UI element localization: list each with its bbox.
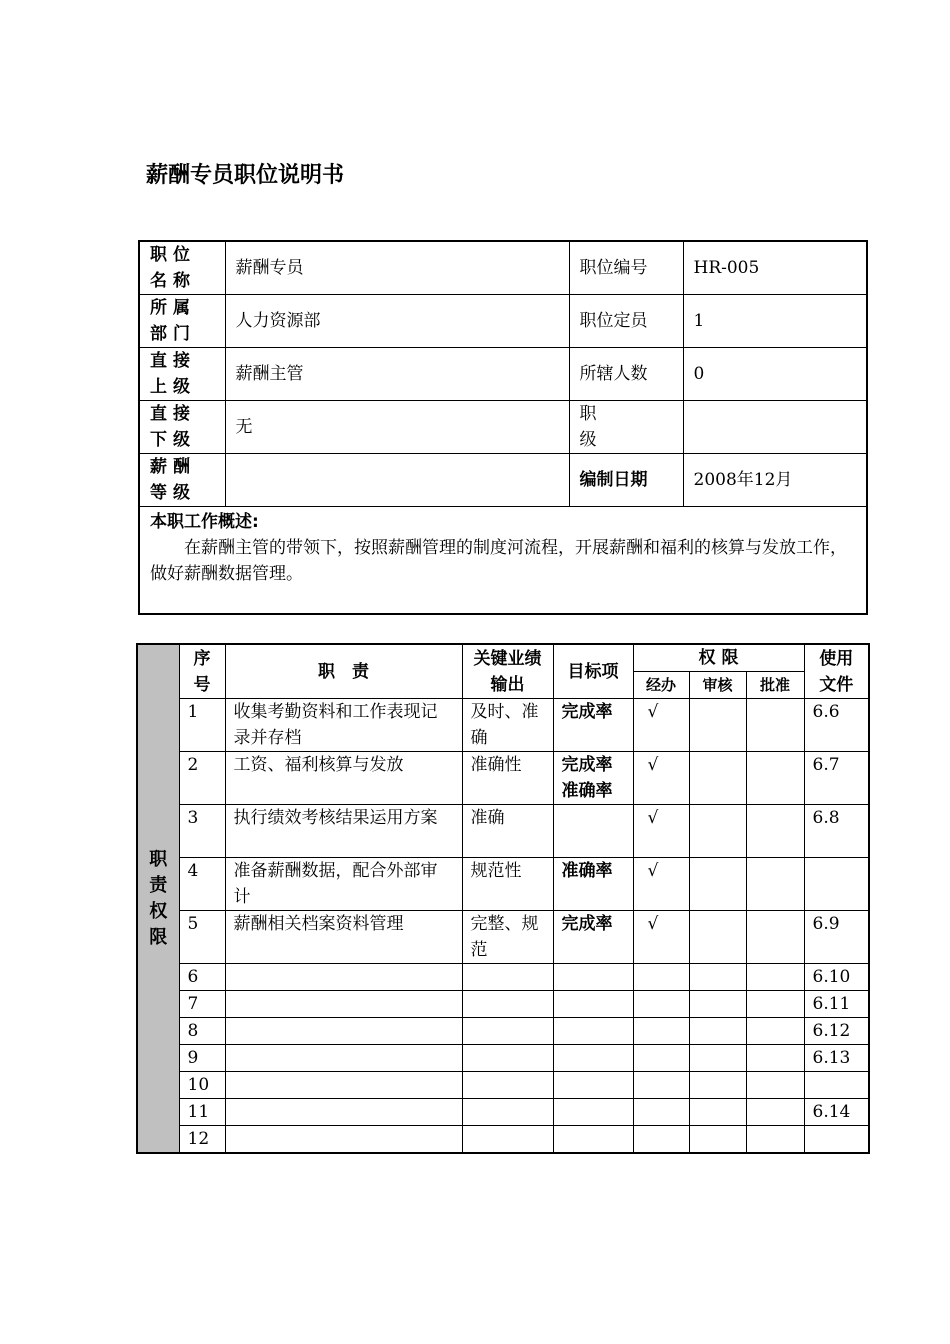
- row-handle: √: [633, 805, 689, 858]
- row-no: 4: [179, 858, 225, 911]
- row-target: [553, 964, 633, 991]
- header-authority: 权 限: [633, 644, 804, 672]
- row-duty: [225, 1045, 462, 1072]
- row-docs: 6.13: [804, 1045, 869, 1072]
- grade-value: [683, 401, 867, 454]
- row-handle: √: [633, 699, 689, 752]
- header-target: 目标项: [553, 644, 633, 699]
- row-docs: 6.7: [804, 752, 869, 805]
- table-row: [137, 699, 869, 752]
- table-row: [137, 858, 869, 911]
- subordinate-label: 直接下级: [139, 401, 225, 454]
- row-approve: [746, 752, 804, 805]
- subordinates-count-label: 所辖人数: [569, 348, 683, 401]
- row-review: [689, 858, 746, 911]
- table-row: [137, 991, 869, 1018]
- row-docs: 6.9: [804, 911, 869, 964]
- position-name-value: 薪酬专员: [225, 241, 569, 295]
- row-target: [553, 805, 633, 858]
- row-output: 准确: [462, 805, 553, 858]
- position-name-label: 职位名称: [139, 241, 225, 295]
- row-duty: 执行绩效考核结果运用方案: [225, 805, 462, 858]
- summary-text: 在薪酬主管的带领下，按照薪酬管理的制度河流程，开展薪酬和福利的核算与发放工作，做好薪酬数据管理。: [150, 538, 847, 584]
- row-handle: [633, 1126, 689, 1154]
- document-title: 薪酬专员职位说明书: [146, 163, 345, 188]
- row-docs: 6.14: [804, 1099, 869, 1126]
- header-handle: 经办: [633, 672, 689, 699]
- row-approve: [746, 699, 804, 752]
- info-row-superior: [139, 348, 867, 401]
- row-output: [462, 964, 553, 991]
- row-target: 完成率: [553, 699, 633, 752]
- header-no: 序号: [179, 644, 225, 699]
- row-duty: [225, 964, 462, 991]
- row-duty: [225, 1099, 462, 1126]
- row-docs: [804, 1126, 869, 1154]
- table-row: [137, 1099, 869, 1126]
- subordinates-count-value: 0: [683, 348, 867, 401]
- row-target: 准确率: [553, 858, 633, 911]
- subordinate-value: 无: [225, 401, 569, 454]
- position-code-label: 职位编号: [569, 241, 683, 295]
- row-output: [462, 1072, 553, 1099]
- salary-level-label: 薪酬等级: [139, 454, 225, 507]
- position-code-value: HR-005: [683, 241, 867, 295]
- row-review: [689, 1072, 746, 1099]
- table-row: [137, 1045, 869, 1072]
- row-docs: 6.12: [804, 1018, 869, 1045]
- row-docs: 6.8: [804, 805, 869, 858]
- header-approve: 批准: [746, 672, 804, 699]
- row-review: [689, 1099, 746, 1126]
- row-review: [689, 752, 746, 805]
- row-no: 7: [179, 991, 225, 1018]
- info-row-department: [139, 295, 867, 348]
- row-approve: [746, 1018, 804, 1045]
- row-handle: [633, 1045, 689, 1072]
- row-no: 9: [179, 1045, 225, 1072]
- row-review: [689, 911, 746, 964]
- row-handle: √: [633, 752, 689, 805]
- row-output: 准确性: [462, 752, 553, 805]
- row-duty: [225, 1018, 462, 1045]
- row-docs: 6.11: [804, 991, 869, 1018]
- row-no: 10: [179, 1072, 225, 1099]
- table-row: [137, 1072, 869, 1099]
- row-duty: 收集考勤资料和工作表现记录并存档: [225, 699, 462, 752]
- row-target: [553, 1099, 633, 1126]
- row-handle: [633, 1018, 689, 1045]
- row-duty: 薪酬相关档案资料管理: [225, 911, 462, 964]
- duties-table: [136, 643, 870, 1154]
- row-output: [462, 1099, 553, 1126]
- row-review: [689, 964, 746, 991]
- row-output: 规范性: [462, 858, 553, 911]
- table-row: [137, 1018, 869, 1045]
- info-row-salary: [139, 454, 867, 507]
- row-review: [689, 991, 746, 1018]
- row-approve: [746, 1072, 804, 1099]
- row-docs: 6.6: [804, 699, 869, 752]
- row-output: [462, 1126, 553, 1154]
- table-row: [137, 964, 869, 991]
- row-handle: [633, 964, 689, 991]
- table-row: [137, 752, 869, 805]
- header-duty: 职 责: [225, 644, 462, 699]
- grade-label: 职级: [569, 401, 683, 454]
- row-duty: [225, 1126, 462, 1154]
- salary-level-value: [225, 454, 569, 507]
- row-review: [689, 699, 746, 752]
- department-value: 人力资源部: [225, 295, 569, 348]
- table-row: [137, 1126, 869, 1154]
- row-no: 1: [179, 699, 225, 752]
- info-row-position: [139, 241, 867, 295]
- row-approve: [746, 1126, 804, 1154]
- row-duty: 准备薪酬数据，配合外部审计: [225, 858, 462, 911]
- info-row-subordinate: [139, 401, 867, 454]
- position-info-table: [138, 240, 868, 615]
- row-review: [689, 1018, 746, 1045]
- header-docs: 使用文件: [804, 644, 869, 699]
- row-approve: [746, 1045, 804, 1072]
- row-docs: [804, 1072, 869, 1099]
- row-no: 3: [179, 805, 225, 858]
- row-handle: [633, 991, 689, 1018]
- department-label: 所属部门: [139, 295, 225, 348]
- row-duty: [225, 1072, 462, 1099]
- headcount-label: 职位定员: [569, 295, 683, 348]
- row-target: 完成率: [553, 911, 633, 964]
- date-value: 2008年12月: [683, 454, 867, 507]
- date-label: 编制日期: [569, 454, 683, 507]
- summary-label: 本职工作概述:: [150, 512, 259, 532]
- row-handle: [633, 1072, 689, 1099]
- row-no: 8: [179, 1018, 225, 1045]
- row-docs: 6.10: [804, 964, 869, 991]
- header-review: 审核: [689, 672, 746, 699]
- row-review: [689, 805, 746, 858]
- row-approve: [746, 805, 804, 858]
- headcount-value: 1: [683, 295, 867, 348]
- row-approve: [746, 858, 804, 911]
- row-no: 6: [179, 964, 225, 991]
- row-output: [462, 1018, 553, 1045]
- row-duty: [225, 991, 462, 1018]
- row-output: [462, 1045, 553, 1072]
- row-no: 2: [179, 752, 225, 805]
- row-target: [553, 1018, 633, 1045]
- row-target: [553, 1072, 633, 1099]
- row-approve: [746, 964, 804, 991]
- duties-header-row: [137, 644, 869, 672]
- row-review: [689, 1045, 746, 1072]
- summary-cell: [139, 507, 867, 615]
- table-row: [137, 911, 869, 964]
- row-approve: [746, 1099, 804, 1126]
- superior-label: 直接上级: [139, 348, 225, 401]
- superior-value: 薪酬主管: [225, 348, 569, 401]
- row-output: [462, 991, 553, 1018]
- row-target: [553, 1126, 633, 1154]
- row-approve: [746, 911, 804, 964]
- header-output: 关键业绩输出: [462, 644, 553, 699]
- row-no: 12: [179, 1126, 225, 1154]
- row-approve: [746, 991, 804, 1018]
- table-row: [137, 805, 869, 858]
- row-handle: √: [633, 858, 689, 911]
- duties-side-label: 职责权限: [137, 644, 179, 1153]
- row-no: 11: [179, 1099, 225, 1126]
- row-output: 完整、规范: [462, 911, 553, 964]
- row-target: 完成率 准确率: [553, 752, 633, 805]
- row-target: [553, 1045, 633, 1072]
- info-row-summary: [139, 507, 867, 615]
- row-handle: [633, 1099, 689, 1126]
- row-output: 及时、准确: [462, 699, 553, 752]
- row-handle: √: [633, 911, 689, 964]
- row-target: [553, 991, 633, 1018]
- row-duty: 工资、福利核算与发放: [225, 752, 462, 805]
- row-review: [689, 1126, 746, 1154]
- row-no: 5: [179, 911, 225, 964]
- row-docs: [804, 858, 869, 911]
